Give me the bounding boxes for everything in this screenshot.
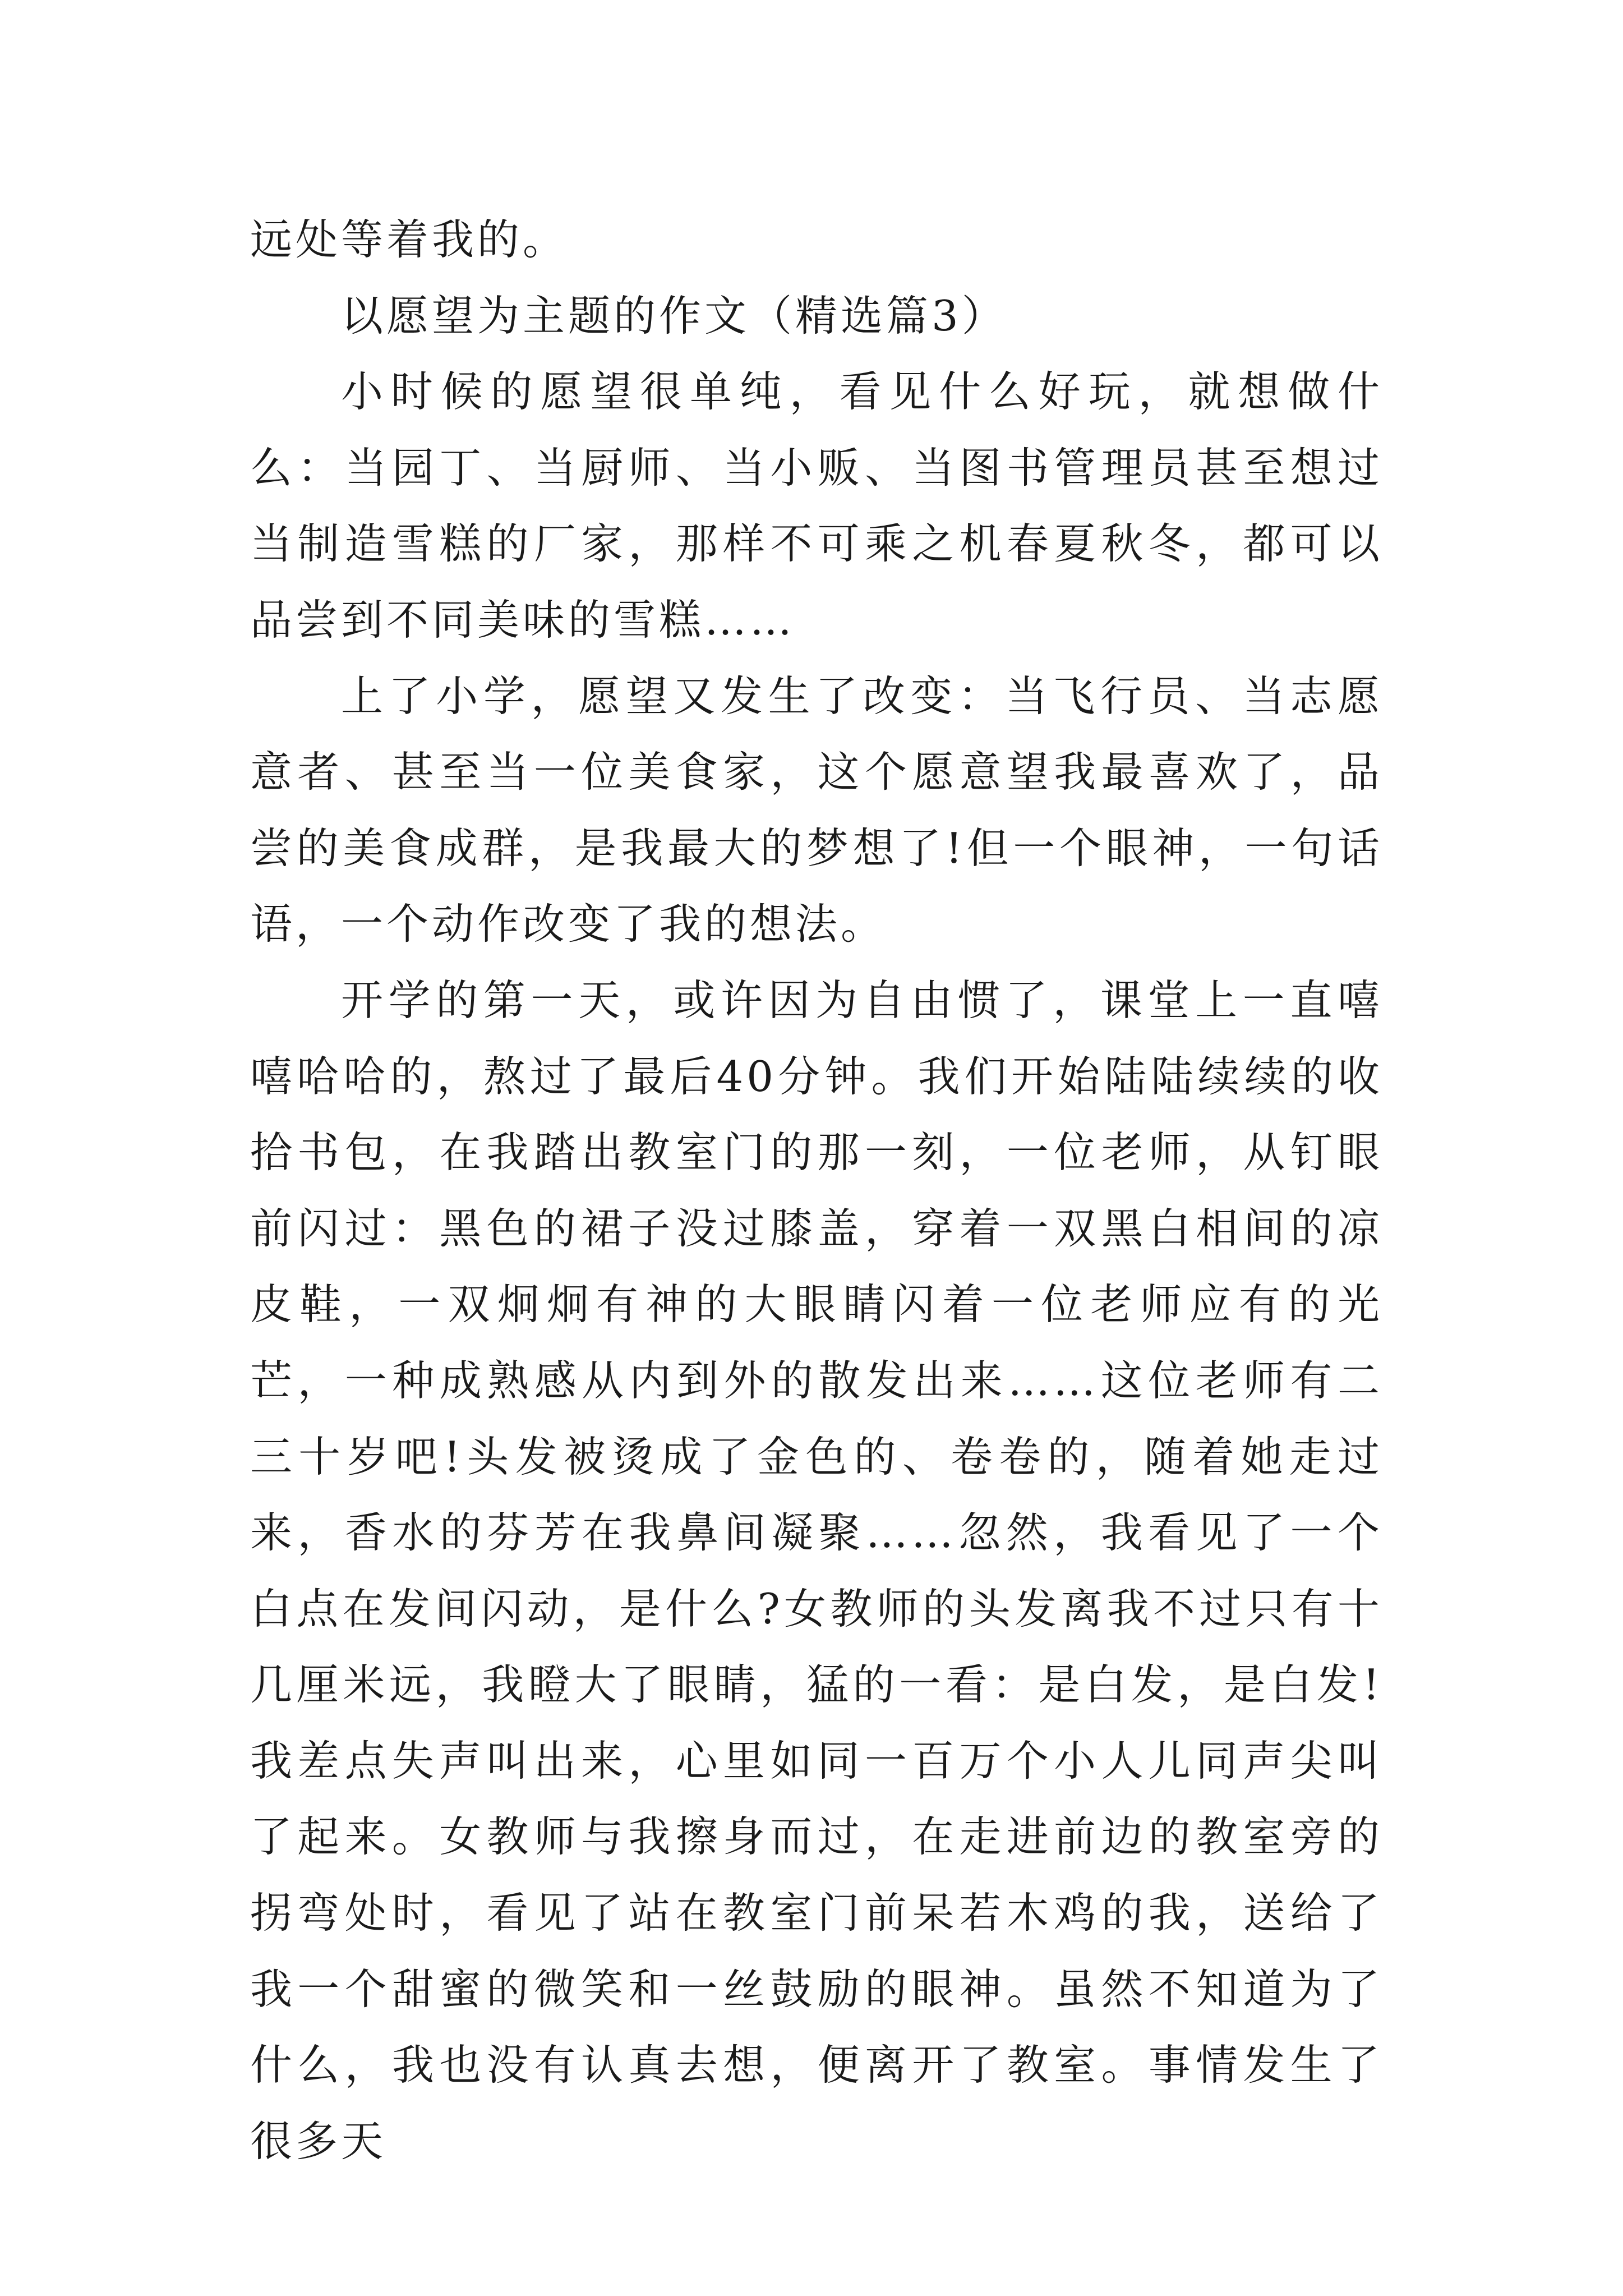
paragraph: 上了小学，愿望又发生了改变：当飞行员、当志愿意者、甚至当一位美食家，这个愿意望我最喜欢了，品尝的美食成群，是我最大的梦想了!但一个眼神，一句话语，一个动作改变了我的想法。 bbox=[250, 671, 1383, 949]
section-heading: 以愿望为主题的作文（精选篇3） bbox=[341, 291, 1007, 341]
body-text bbox=[250, 202, 1383, 2179]
paragraph: 小时候的愿望很单纯，看见什么好玩，就想做什么：当园丁、当厨师、当小贩、当图书管理员甚至想过当制造雪糕的厂家，那样不可乘之机春夏秋冬，都可以品尝到不同美味的雪糕…… bbox=[250, 367, 1383, 645]
paragraph-continuation: 远处等着我的。 bbox=[250, 215, 569, 264]
paragraph: 开学的第一天，或许因为自由惯了，课堂上一直嘻嘻哈哈的，熬过了最后40分钟。我们开始陆陆续续的收拾书包，在我踏出教室门的那一刻，一位老师，从钉眼前闪过：黑色的裙子没过膝盖，穿着一双黑白相间的凉皮鞋，一双炯炯有神的大眼睛闪着一位老师应有的光芒，一种成熟感从内到外的散发出来……这位老师有二三十岁吧!头发被烫成了金色的、卷卷的，随着她走过来，香水的芬芳在我鼻间凝聚……忽然，我看见了一个白点在发间闪动，是什么?女教师的头发离我不过只有十几厘米远，我瞪大了眼睛，猛的一看：是白发，是白发!我差点失声叫出来，心里如同一百万个小人儿同声尖叫了起来。女教师与我擦身而过，在走进前边的教室旁的拐弯处时，看见了站在教室门前呆若木鸡的我，送给了我一个甜蜜的微笑和一丝鼓励的眼神。虽然不知道为了什么，我也没有认真去想，便离开了教室。事情发生了很多天 bbox=[250, 975, 1383, 2166]
